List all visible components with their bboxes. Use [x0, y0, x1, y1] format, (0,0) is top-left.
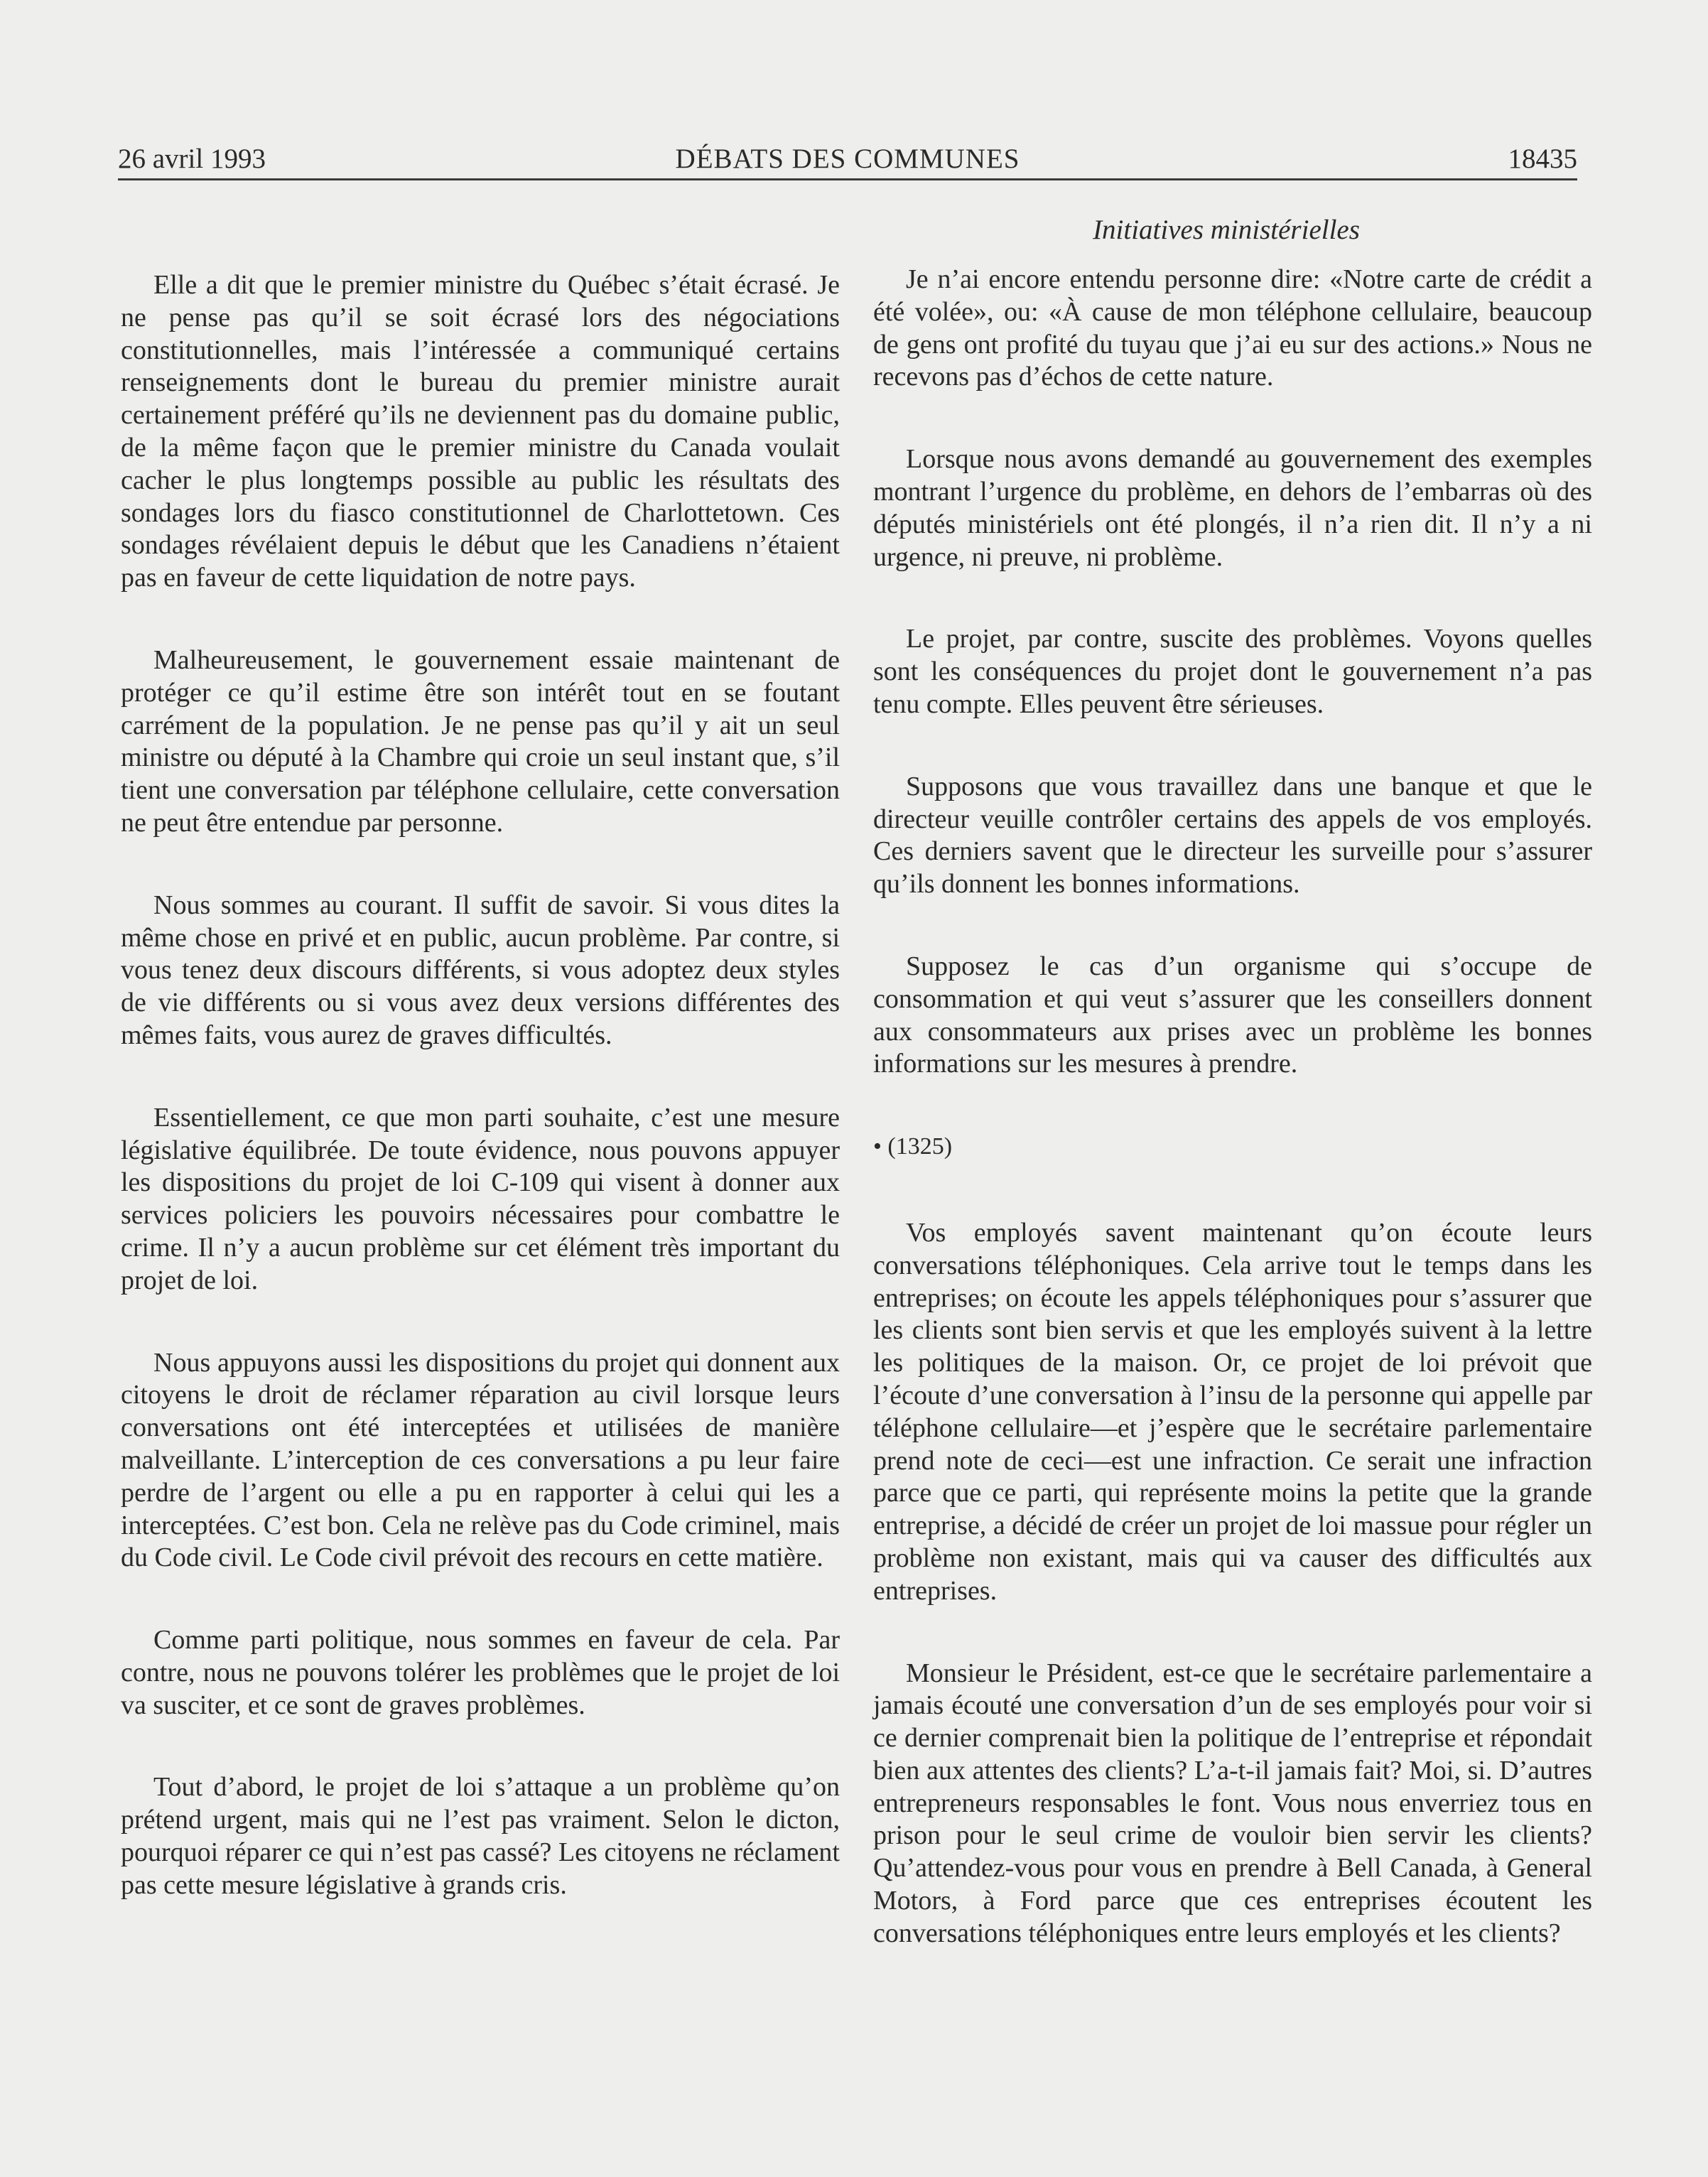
paragraph: Le projet, par contre, suscite des problèmes. Voyons quelles sont les conséquences du projet dont le gouvernement n’a pas tenu compte. Elles peuvent être sérieuses. — [873, 624, 1592, 719]
header-date: 26 avril 1993 — [118, 144, 266, 174]
left-column — [121, 269, 840, 1952]
paragraph: Essentiellement, ce que mon parti souhaite, c’est une mesure législative équilibrée. De toute évidence, nous pouvons appuyer les dispositions du projet de loi C-109 qui visent à donner aux services policiers les pouvoirs nécessaires pour combattre le crime. Il n’y a aucun problème sur cet élément très important du projet de loi. — [121, 1102, 840, 1295]
header-page-number: 18435 — [1508, 144, 1577, 174]
paragraph: Je n’ai encore entendu personne dire: «Notre carte de crédit a été volée», ou: «À cause de mon téléphone cellulaire, beaucoup de gens ont profité du tuyau que j’ai eu sur des actions.» Nous ne recevons pas d’échos de cette nature. — [873, 264, 1592, 392]
section-label: Initiatives ministérielles — [1093, 215, 1360, 245]
page-header — [118, 139, 1577, 179]
paragraph: Tout d’abord, le projet de loi s’attaque a un problème qu’on prétend urgent, mais qui ne l’est pas vraiment. Selon le dicton, pourquoi réparer ce qui n’est pas cassé? Les citoyens ne réclament pas cette mesure législative à grands cris. — [121, 1772, 840, 1900]
paragraph: Elle a dit que le premier ministre du Québec s’était écrasé. Je ne pense pas qu’il se soit écrasé lors des négociations constitutionnelles, mais l’intéressée a communiqué certains renseignements dont le bureau du premier ministre aurait certainement préféré qu’ils ne deviennent pas du domaine public, de la même façon que le premier ministre du Canada voulait cacher le plus longtemps possible au public les résultats des sondages lors du fiasco constitutionnel de Charlottetown. Ces sondages révélaient depuis le début que les Canadiens n’étaient pas en faveur de cette liquidation de notre pays. — [121, 270, 840, 593]
header-rule — [118, 178, 1577, 180]
paragraph: Malheureusement, le gouvernement essaie maintenant de protéger ce qu’il estime être son intérêt tout en se foutant carrément de la population. Je ne pense pas qu’il y ait un seul ministre ou député à la Chambre qui croie un seul instant que, s’il tient une conversation par téléphone cellulaire, cette conversation ne peut être entendue par personne. — [121, 644, 840, 838]
right-column — [873, 264, 1592, 2000]
paragraph: Lorsque nous avons demandé au gouvernement des exemples montrant l’urgence du problème, en dehors de l’embarras où des députés ministériels ont été plongés, il n’a rien dit. Il n’y a ni urgence, ni preuve, ni problème. — [873, 444, 1592, 572]
paragraph: Supposez le cas d’un organisme qui s’occupe de consommation et qui veut s’assurer que les conseillers donnent aux consommateurs aux prises avec un problème les bonnes informations sur les mesures à prendre. — [873, 951, 1592, 1079]
paragraph: Nous sommes au courant. Il suffit de savoir. Si vous dites la même chose en privé et en public, aucun problème. Par contre, si vous tenez deux discours différents, si vous adoptez deux styles de vie différents ou si vous avez deux versions différentes des mêmes faits, vous aurez de graves difficultés. — [121, 890, 840, 1050]
header-title: DÉBATS DES COMMUNES — [675, 144, 1020, 174]
paragraph: Comme parti politique, nous sommes en faveur de cela. Par contre, nous ne pouvons tolérer les problèmes que le projet de loi va susciter, et ce sont de graves problèmes. — [121, 1625, 840, 1720]
paragraph: Vos employés savent maintenant qu’on écoute leurs conversations téléphoniques. Cela arrive tout le temps dans les entreprises; on écoute les appels téléphoniques pour s’assurer que les clients sont bien servis et que les employés suivent à la lettre les politiques de la maison. Or, ce projet de loi prévoit que l’écoute d’une conversation à l’insu de la personne qui appelle par téléphone cellulaire—et j’espère que le secrétaire parlementaire prend note de ceci—est une infraction. Ce serait une infraction parce que ce parti, qui représente moins la petite que la grande entreprise, a décidé de créer un projet de loi massue pour régler un problème non existant, mais qui va causer des difficultés aux entreprises. — [873, 1217, 1592, 1606]
time-marker: • (1325) — [873, 1133, 953, 1160]
paragraph: Supposons que vous travaillez dans une banque et que le directeur veuille contrôler certains des appels de vos employés. Ces derniers savent que le directeur les surveille pour s’assurer qu’ils donnent les bonnes informations. — [873, 771, 1592, 900]
paragraph: Nous appuyons aussi les dispositions du projet qui donnent aux citoyens le droit de réclamer réparation au civil lorsque leurs conversations ont été interceptées et utilisées de manière malveillante. L’interception de ces conversations a pu leur faire perdre de l’argent ou elle a pu en rapporter à celui qui les a interceptées. C’est bon. Cela ne relève pas du Code criminel, mais du Code civil. Le Code civil prévoit des recours en cette matière. — [121, 1347, 840, 1573]
paragraph: Monsieur le Président, est-ce que le secrétaire parlementaire a jamais écouté une conversation d’un de ses employés pour voir si ce dernier comprenait bien la politique de l’entreprise et répondait bien aux attentes des clients? L’a-t-il jamais fait? Moi, si. D’autres entrepreneurs responsables le font. Vous nous enverriez tous en prison pour le seul crime de vouloir bien servir les clients? Qu’attendez-vous pour vous en prendre à Bell Canada, à General Motors, à Ford parce que ces entreprises écoutent les conversations téléphoniques entre leurs employés et les clients? — [873, 1658, 1592, 1948]
